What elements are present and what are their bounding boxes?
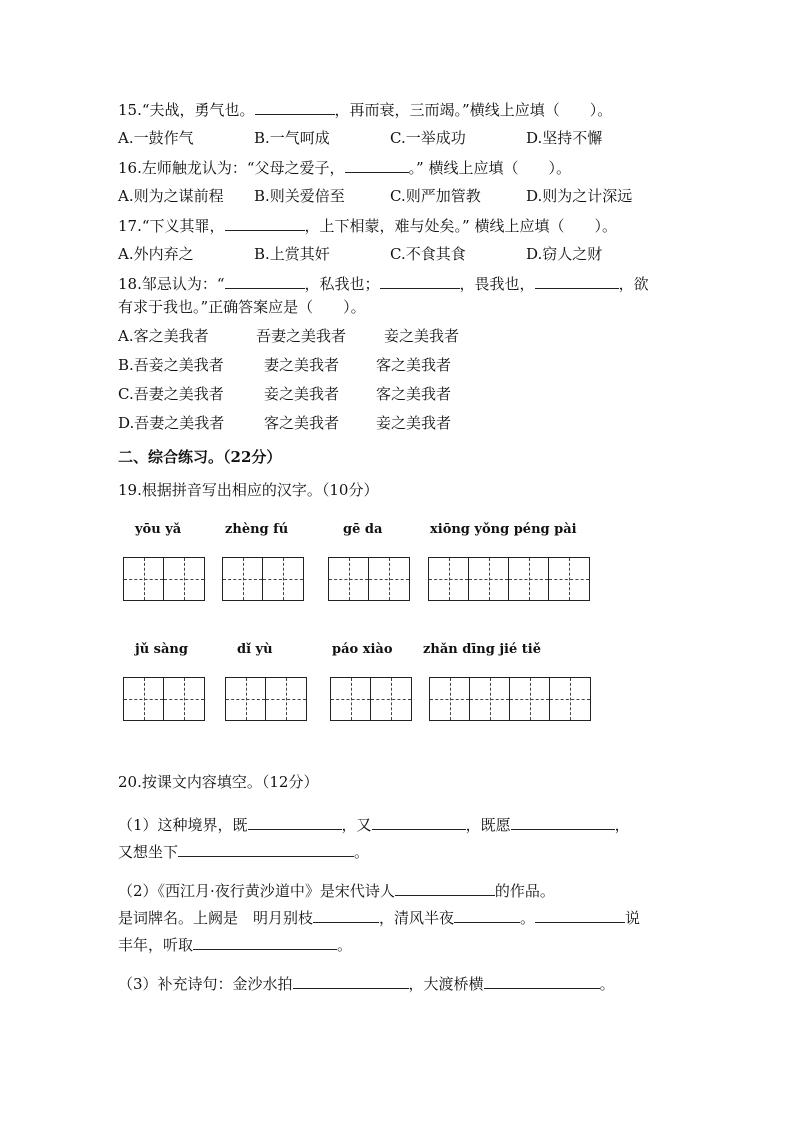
answer-blank[interactable] (255, 99, 335, 115)
option-b[interactable]: B.一气呵成 (254, 129, 330, 147)
grid-cell[interactable] (470, 678, 510, 720)
answer-blank[interactable] (293, 973, 409, 989)
option-c[interactable]: C.则严加管教 (390, 187, 481, 205)
option-a[interactable]: A.则为之谋前程 (118, 187, 224, 205)
q17-options (118, 244, 602, 264)
grid-cell[interactable] (164, 678, 204, 720)
answer-blank[interactable] (178, 841, 354, 857)
pinyin-label: zhǎn dīng jié tiě (423, 642, 541, 657)
q18-option-a[interactable]: A.客之美我者 吾妻之美我者 妾之美我者 (118, 327, 460, 345)
grid-cell[interactable] (263, 558, 303, 600)
pinyin-label: jǔ sàng (135, 642, 188, 657)
writing-grid (429, 677, 591, 721)
option-b[interactable]: B.则关爱倍至 (254, 187, 345, 205)
answer-blank[interactable] (313, 907, 379, 923)
grid-cell[interactable] (124, 558, 164, 600)
q18-stem-cont: 有求于我也。”正确答案应是（ ）。 (118, 298, 366, 316)
answer-blank[interactable] (345, 157, 409, 173)
writing-grid (225, 677, 307, 721)
pinyin-label: yōu yǎ (135, 522, 182, 537)
q20-part1: （1）这种境界，既 ，又 ，既愿 ， (118, 816, 630, 834)
option-d[interactable]: D.则为之计深远 (526, 187, 633, 205)
option-c[interactable]: C.一举成功 (390, 129, 466, 147)
q15-stem: 15.“夫战，勇气也。 ，再而衰，三而竭。”横线上应填（ ）。 (118, 101, 613, 119)
answer-blank[interactable] (535, 273, 619, 289)
writing-grid (123, 677, 205, 721)
writing-grid (123, 557, 205, 601)
pinyin-label: zhèng fú (225, 522, 289, 537)
q20-part3: （3）补充诗句：金沙水拍 ，大渡桥横 。 (118, 975, 615, 993)
q20-title: 20.按课文内容填空。（12分） (118, 773, 319, 791)
grid-cell[interactable] (510, 678, 550, 720)
option-a[interactable]: A.一鼓作气 (118, 129, 194, 147)
grid-cell[interactable] (164, 558, 204, 600)
q20-part1-cont: 又想坐下 。 (118, 843, 370, 861)
answer-blank[interactable] (511, 814, 615, 830)
answer-blank[interactable] (193, 934, 337, 950)
option-a[interactable]: A.外内弃之 (118, 245, 194, 263)
answer-blank[interactable] (248, 814, 342, 830)
grid-cell[interactable] (469, 558, 509, 600)
option-c[interactable]: C.不食其食 (390, 245, 466, 263)
writing-grid (222, 557, 304, 601)
option-d[interactable]: D.坚持不懈 (526, 129, 603, 147)
writing-grid (330, 677, 412, 721)
q15-options (118, 128, 602, 148)
q18-option-b[interactable]: B.吾妾之美我者 妻之美我者 客之美我者 (118, 356, 452, 374)
q20-part2-cont: 是词牌名。上阙是 明月别枝 ，清风半夜 。 说 (118, 909, 641, 927)
grid-cell[interactable] (369, 558, 409, 600)
answer-blank[interactable] (225, 273, 305, 289)
grid-cell[interactable] (550, 678, 590, 720)
grid-cell[interactable] (509, 558, 549, 600)
q20-part2: （2）《西江月·夜行黄沙道中》是宋代诗人 的作品。 (118, 882, 555, 900)
grid-cell[interactable] (371, 678, 411, 720)
answer-blank[interactable] (380, 273, 460, 289)
answer-blank[interactable] (535, 907, 625, 923)
q20-part2-cont2: 丰年，听取 。 (118, 936, 353, 954)
q18-stem: 18.邹忌认为：“ ，私我也； ，畏我也， ，欲 (118, 275, 649, 293)
answer-blank[interactable] (395, 880, 495, 896)
answer-blank[interactable] (484, 973, 600, 989)
q18-option-c[interactable]: C.吾妻之美我者 妾之美我者 客之美我者 (118, 385, 452, 403)
option-b[interactable]: B.上赏其奸 (254, 245, 330, 263)
grid-cell[interactable] (226, 678, 266, 720)
q19-title: 19.根据拼音写出相应的汉字。（10分） (118, 481, 379, 499)
answer-blank[interactable] (454, 907, 520, 923)
pinyin-label: xiōng yǒng péng pài (430, 522, 577, 537)
q17-stem: 17.“下义其罪， ，上下相蒙，难与处矣。” 横线上应填（ ）。 (118, 217, 617, 235)
grid-cell[interactable] (329, 558, 369, 600)
grid-cell[interactable] (429, 558, 469, 600)
pinyin-label: páo xiào (332, 642, 393, 657)
grid-cell[interactable] (124, 678, 164, 720)
writing-grid (328, 557, 410, 601)
grid-cell[interactable] (266, 678, 306, 720)
option-d[interactable]: D.窃人之财 (526, 245, 603, 263)
pinyin-label: dǐ yù (237, 642, 273, 657)
answer-blank[interactable] (372, 814, 466, 830)
writing-grid (428, 557, 590, 601)
section-title: 二、综合练习。（22分） (118, 448, 282, 466)
grid-cell[interactable] (430, 678, 470, 720)
q16-stem: 16.左师触龙认为：“父母之爱子， 。” 横线上应填（ ）。 (118, 159, 571, 177)
grid-cell[interactable] (549, 558, 589, 600)
grid-cell[interactable] (223, 558, 263, 600)
pinyin-label: gē da (343, 522, 383, 537)
answer-blank[interactable] (225, 215, 305, 231)
q18-option-d[interactable]: D.吾妻之美我者 客之美我者 妾之美我者 (118, 414, 452, 432)
q16-options (118, 186, 632, 206)
grid-cell[interactable] (331, 678, 371, 720)
